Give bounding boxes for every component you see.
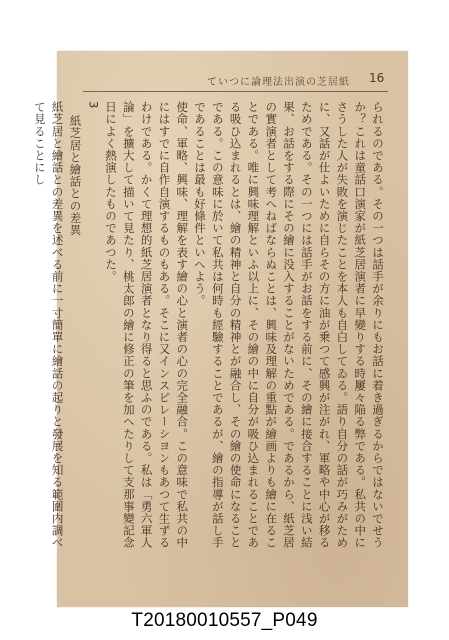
section-number: 3 <box>86 101 101 109</box>
scanned-book-page <box>32 51 408 607</box>
vertical-body-text <box>32 101 386 556</box>
body-paragraph-2: 使命、軍略、興味、理解を表す繪の心と演者の心の完全融合。この意味で私共の中にはすでに自作自演するものもある。そこに又インスピレーシヨンもあつて生ずるわけである。かくて理想的紙芝居演者となり得ると思ふのである。私は「勇六軍人論」を擴大して描いて見たり、桃太郎の繪に修正の筆を加へたりして支那事變記念日によく熱演したものであつた。 <box>104 101 190 549</box>
header-rule <box>83 91 388 92</box>
body-paragraph-1: られるのである。その一つは話手が余りにもお話に着き過ぎるからではないでせうか？これは童話口演家が紙芝居演者に早變りする時屢々陥る弊である。私共の中にさうした人が失敗を演じたことを本人も自白してゐる。語り自分の話が巧みがために、又話が仕よいために自らその方に油が乗つて感興が注がれ、軍略や中心が移るためである。その一つには話手がお話をする前に、その繪に接合することに浅い結果、お話をする際にその繪に没入することがないためである。であるから、紙芝居の實演者として考へねばならぬことは、興味及理解の重點が繪画よりも繪に在ることである。唯に興味理解といふ以上に、その繪の中に自分が吸ひ込まれることである吸ひ込まれるとは、繪の精神と自分の精神とが融合し、その繪の使命になることである。この意味に於いて私共は何時も經驗することであるが、繪の指導が話し手であることは最も好條件といへよう。 <box>193 101 385 549</box>
section-heading: 紙芝居と繪話との差異 <box>68 115 83 236</box>
image-caption-id: T20180010557_P049 <box>131 610 318 631</box>
page-number: 16 <box>369 71 385 85</box>
running-head: ていつに論理法出演の芝居紙 <box>207 77 350 88</box>
section-paragraph: 紙芝居と繪話との差異を述べる前に一寸簡單に繪話の起りと發展を知る範圍内調べて見ることにし <box>32 101 65 549</box>
